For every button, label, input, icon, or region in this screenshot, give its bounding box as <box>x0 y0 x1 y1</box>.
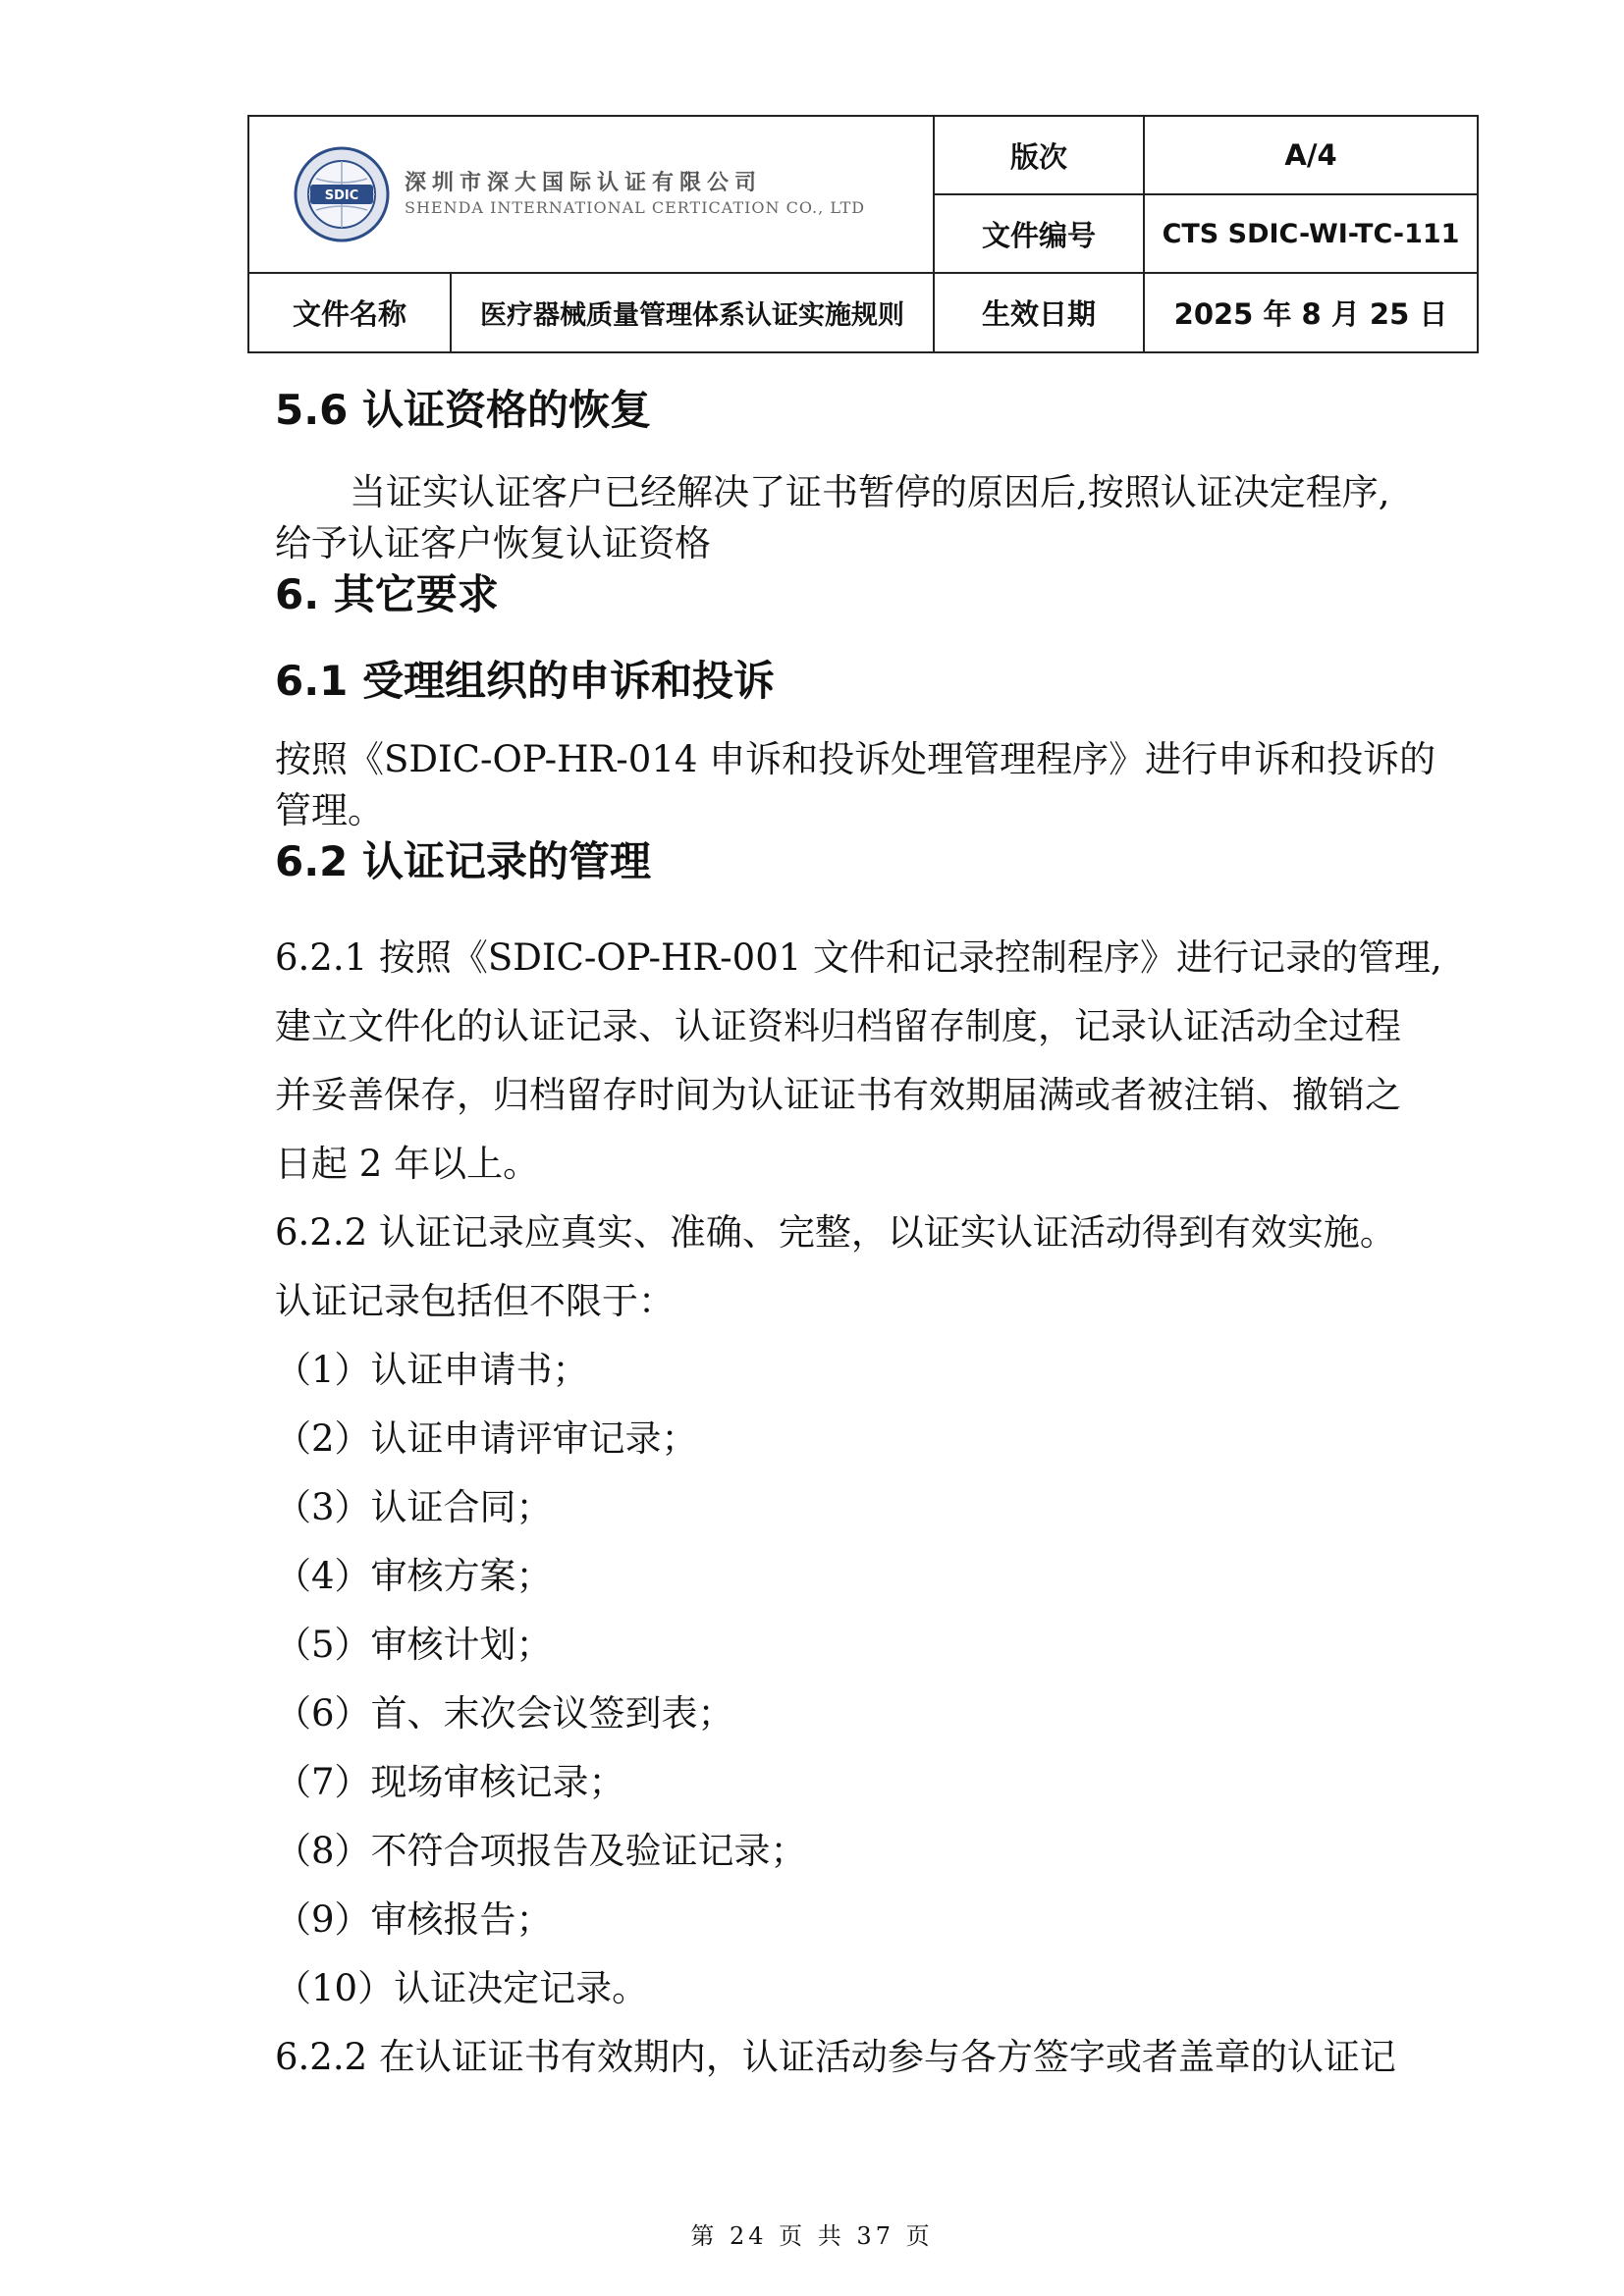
paragraph-line: 按照《SDIC-OP-HR-014 申诉和投诉处理管理程序》进行申诉和投诉的 <box>275 738 1436 780</box>
page-number-footer: 第 24 页 共 37 页 <box>690 2222 934 2250</box>
list-item: （6）首、末次会议签到表； <box>275 1692 734 1735</box>
paragraph-line: 日起 2 年以上。 <box>275 1143 540 1185</box>
document-name-label: 文件名称 <box>248 273 451 352</box>
paragraph-line: 6.2.2 在认证证书有效期内，认证活动参与各方签字或者盖章的认证记 <box>275 2036 1396 2078</box>
company-name-en: SHENDA INTERNATIONAL CERTICATION CO., LTD <box>405 197 866 217</box>
version-label: 版次 <box>934 116 1144 194</box>
section-heading-6: 6. 其它要求 <box>275 570 499 618</box>
paragraph-line: 管理。 <box>275 789 384 831</box>
section-heading-6-1: 6.1 受理组织的申诉和投诉 <box>275 657 776 705</box>
list-item: （4）审核方案； <box>275 1555 553 1597</box>
section-heading-6-2: 6.2 认证记录的管理 <box>275 837 652 885</box>
effective-date-label: 生效日期 <box>934 273 1144 352</box>
paragraph-line: 认证记录包括但不限于： <box>275 1280 675 1322</box>
paragraph-line: 给予认证客户恢复认证资格 <box>275 522 711 564</box>
document-number-value: CTS SDIC-WI-TC-111 <box>1144 194 1478 273</box>
paragraph-line: 6.2.2 认证记录应真实、准确、完整，以证实认证活动得到有效实施。 <box>275 1211 1396 1254</box>
document-number-label: 文件编号 <box>934 194 1144 273</box>
effective-date-value: 2025 年 8 月 25 日 <box>1144 273 1478 352</box>
list-item: （7）现场审核记录； <box>275 1761 625 1803</box>
list-item: （8）不符合项报告及验证记录； <box>275 1830 807 1872</box>
version-value: A/4 <box>1144 116 1478 194</box>
paragraph-line: 当证实认证客户已经解决了证书暂停的原因后,按照认证决定程序, <box>350 471 1390 513</box>
company-logo-seal <box>293 145 391 243</box>
section-heading-5-6: 5.6 认证资格的恢复 <box>275 386 652 434</box>
document-name-value: 医疗器械质量管理体系认证实施规则 <box>451 273 934 352</box>
list-item: （5）审核计划； <box>275 1624 553 1666</box>
list-item: （1）认证申请书； <box>275 1349 589 1391</box>
paragraph-line: 并妥善保存，归档留存时间为认证证书有效期届满或者被注销、撤销之 <box>275 1074 1401 1116</box>
record-list <box>275 1340 1478 2027</box>
list-item: （2）认证申请评审记录； <box>275 1417 698 1460</box>
paragraph-line: 6.2.1 按照《SDIC-OP-HR-001 文件和记录控制程序》进行记录的管理, <box>275 936 1442 979</box>
document-body <box>275 378 1478 2096</box>
company-logo-cell <box>248 116 934 273</box>
document-header-table <box>247 115 1479 353</box>
list-item: （9）审核报告； <box>275 1898 553 1941</box>
list-item: （3）认证合同； <box>275 1486 553 1528</box>
list-item: （10）认证决定记录。 <box>275 1967 649 2009</box>
paragraph-line: 建立文件化的认证记录、认证资料归档留存制度，记录认证活动全过程 <box>275 1005 1401 1047</box>
logo-text: SDIC <box>324 188 359 203</box>
company-name-cn: 深圳市深大国际认证有限公司 <box>405 171 763 196</box>
